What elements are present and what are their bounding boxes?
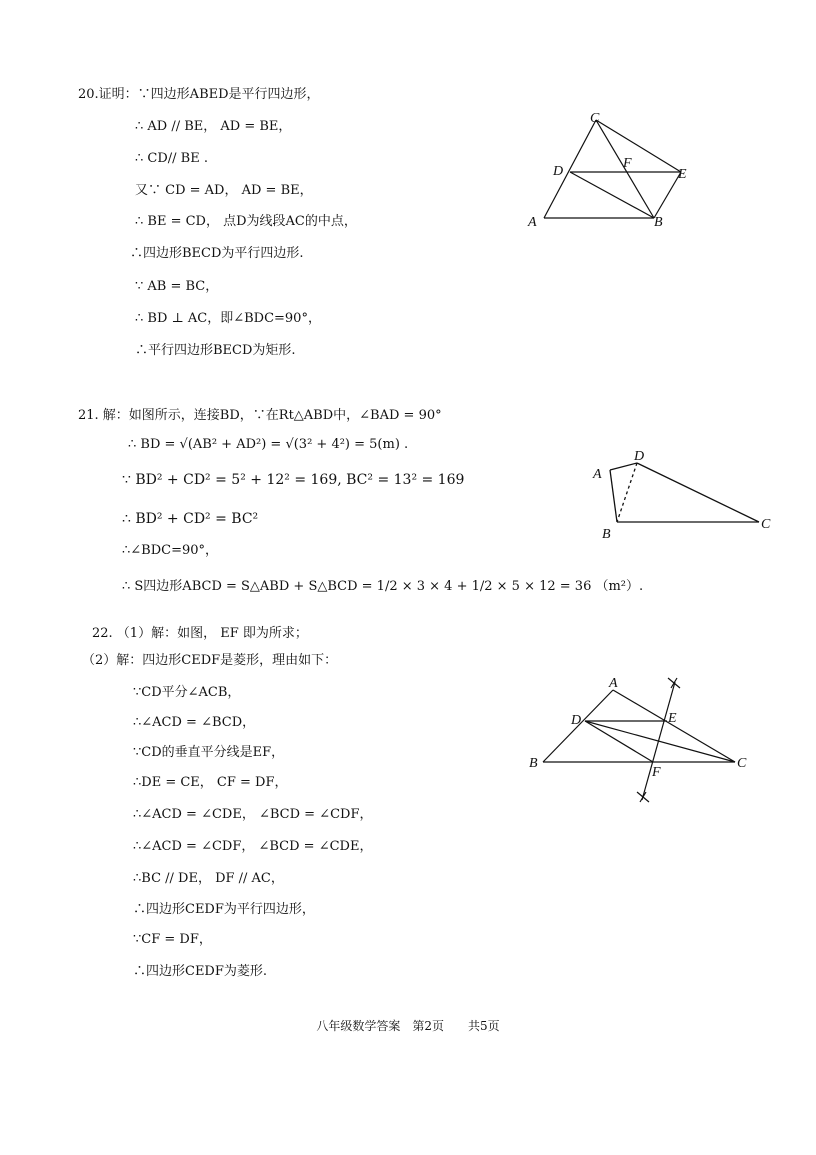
q20-figure <box>520 104 700 230</box>
q21-label-c: C <box>761 517 771 532</box>
q20-line-3: ∴ CD// BE . <box>135 151 208 166</box>
q22-label-a: A <box>609 676 618 691</box>
q20-line-2: ∴ AD // BE， AD = BE， <box>135 119 292 134</box>
q21-line-4: ∴ BD² + CD² = BC² <box>122 511 259 527</box>
q20-line-6: ∴四边形BECD为平行四边形. <box>130 246 304 261</box>
q22-line-7: ∴∠ACD = ∠CDE， ∠BCD = ∠CDF， <box>133 807 373 822</box>
q22-line-9: ∴BC // DE， DF // AC， <box>133 871 284 886</box>
q20-label-e: E <box>678 167 687 182</box>
q22-line-5: ∵CD的垂直平分线是EF， <box>133 745 285 760</box>
page-footer: 八年级数学答案 第2页 共5页 <box>316 1019 500 1033</box>
q22-line-2: （2）解：四边形CEDF是菱形，理由如下： <box>82 653 338 668</box>
q22-line-11: ∵CF = DF， <box>133 932 212 947</box>
q21-label-d: D <box>634 449 645 464</box>
q22-line-4: ∴∠ACD = ∠BCD， <box>133 715 256 730</box>
q22-line-3: ∵CD平分∠ACB， <box>133 685 241 700</box>
q20-label-c: C <box>590 111 600 126</box>
q22-line-12: ∴四边形CEDF为菱形. <box>133 964 268 979</box>
q22-line-6: ∴DE = CE， CF = DF， <box>133 775 288 790</box>
q22-line-8: ∴∠ACD = ∠CDF， ∠BCD = ∠CDE， <box>133 839 373 854</box>
q21-line-1: 21. 解：如图所示，连接BD，∵在Rt△ABD中，∠BAD = 90° <box>78 408 442 423</box>
q21-line-2: ∴ BD = √(AB² + AD²) = √(3² + 4²) = 5(m) . <box>128 437 409 452</box>
q20-label-f: F <box>623 156 632 171</box>
q22-line-1: 22. （1）解：如图， EF 即为所求； <box>92 626 308 641</box>
q20-line-4: 又∵ CD = AD， AD = BE， <box>135 183 313 198</box>
q20-label-a: A <box>528 215 537 230</box>
q22-label-f: F <box>652 765 661 780</box>
q21-label-b: B <box>602 527 611 542</box>
q21-figure <box>585 446 785 542</box>
q20-line-5: ∴ BE = CD， 点D为线段AC的中点， <box>135 214 357 229</box>
q20-line-9: ∴平行四边形BECD为矩形. <box>135 343 296 358</box>
q21-line-5: ∴∠BDC=90°， <box>122 543 219 558</box>
q20-line-8: ∴ BD ⊥ AC，即∠BDC=90°， <box>135 311 321 326</box>
q20-line-7: ∵ AB = BC， <box>135 279 219 294</box>
q21-line-3: ∵ BD² + CD² = 5² + 12² = 169, BC² = 13² = 169 <box>122 472 465 488</box>
q20-line-1: 20.证明：∵四边形ABED是平行四边形， <box>78 87 320 102</box>
q22-figure <box>525 670 760 810</box>
q22-line-10: ∴四边形CEDF为平行四边形， <box>133 902 315 917</box>
q20-label-b: B <box>654 215 663 230</box>
q20-label-d: D <box>553 164 564 179</box>
q22-label-e: E <box>668 711 677 726</box>
q22-label-d: D <box>571 713 582 728</box>
q21-label-a: A <box>593 467 602 482</box>
q21-line-6: ∴ S四边形ABCD = S△ABD + S△BCD = 1/2 × 3 × 4 + 1/2 × 5 × 12 = 36 （m²）. <box>122 579 644 594</box>
q22-label-b: B <box>529 756 538 771</box>
q22-label-c: C <box>737 756 747 771</box>
